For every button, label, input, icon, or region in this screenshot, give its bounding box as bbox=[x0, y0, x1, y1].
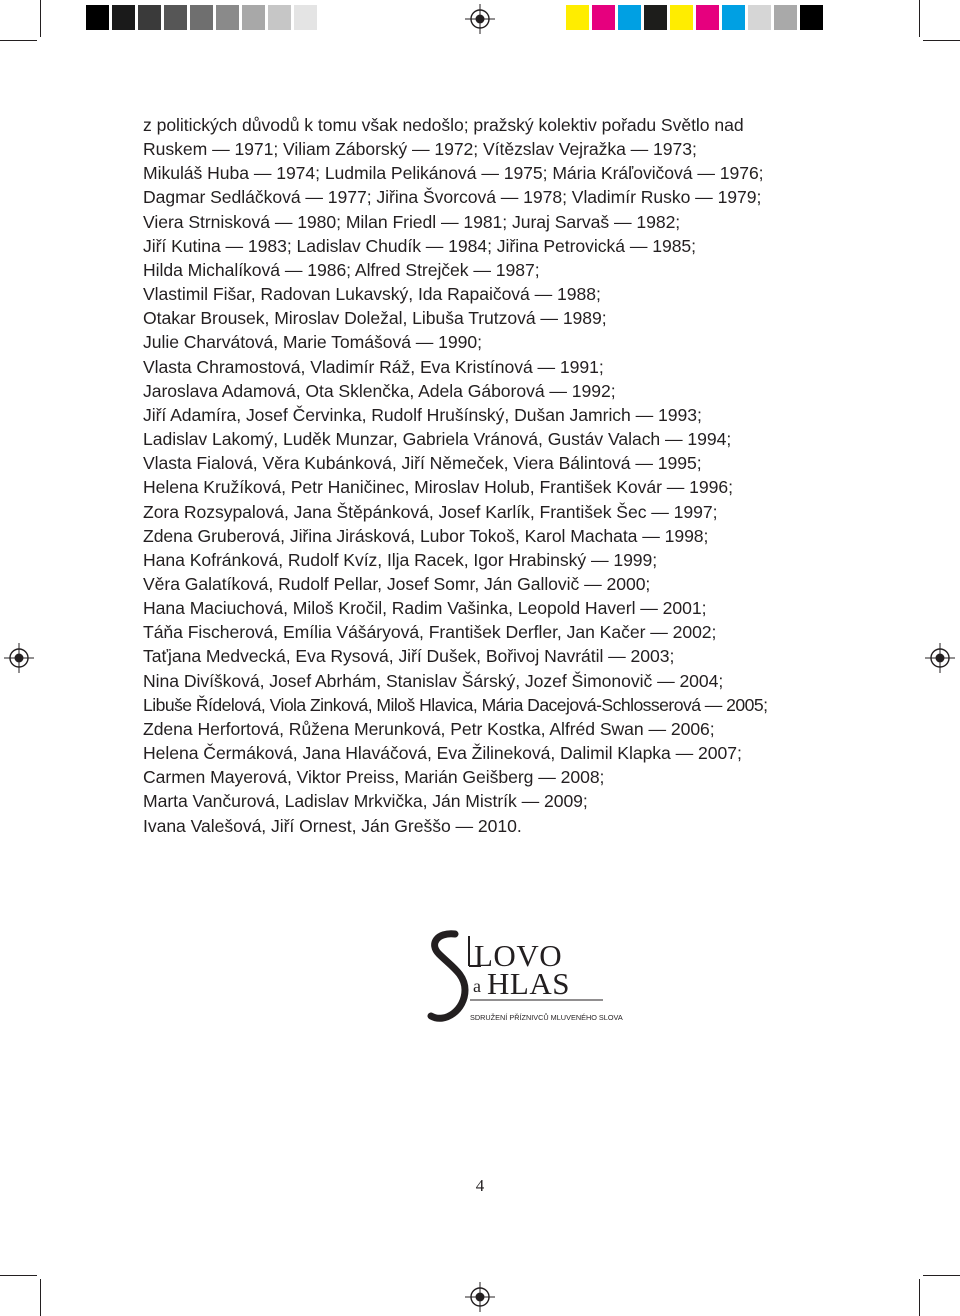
text-line: Zora Rozsypalová, Jana Štěpánková, Josef Karlík, František Šec — 1997; bbox=[143, 501, 718, 522]
color-swatch bbox=[592, 5, 615, 30]
text-line: Dagmar Sedláčková — 1977; Jiřina Švorcová — 1978; Vladimír Rusko — 1979; bbox=[143, 187, 762, 208]
text-line: Viera Strnisková — 1980; Milan Friedl — 1981; Juraj Sarvaš — 1982; bbox=[143, 211, 681, 232]
color-swatch bbox=[644, 5, 667, 30]
color-swatch bbox=[618, 5, 641, 30]
color-swatch bbox=[774, 5, 797, 30]
text-line: Ruskem — 1971; Viliam Záborský — 1972; Vítězslav Vejražka — 1973; bbox=[143, 139, 697, 160]
logo-s-swash bbox=[431, 934, 465, 1019]
slovo-a-hlas-logo bbox=[425, 928, 625, 1028]
text-line: Mikuláš Huba — 1974; Ludmila Pelikánová — 1975; Mária Kráľovičová — 1976; bbox=[143, 163, 764, 184]
text-line: Vlastimil Fišar, Radovan Lukavský, Ida Rapaičová — 1988; bbox=[143, 284, 601, 305]
color-swatch bbox=[268, 5, 291, 30]
crop-mark-top-left-h bbox=[0, 40, 37, 41]
text-line: Vlasta Fialová, Věra Kubánková, Jiří Němeček, Viera Bálintová — 1995; bbox=[143, 453, 702, 474]
text-line: Jiří Kutina — 1983; Ladislav Chudík — 1984; Jiřina Petrovická — 1985; bbox=[143, 235, 696, 256]
color-swatch bbox=[242, 5, 265, 30]
color-swatch bbox=[216, 5, 239, 30]
registration-mark-left-icon bbox=[4, 643, 34, 673]
color-swatch bbox=[112, 5, 135, 30]
text-line: Carmen Mayerová, Viktor Preiss, Marián Geišberg — 2008; bbox=[143, 767, 605, 788]
text-line: Táňa Fischerová, Emília Vášáryová, František Derfler, Jan Kačer — 2002; bbox=[143, 622, 717, 643]
color-swatch bbox=[566, 5, 589, 30]
color-swatch bbox=[190, 5, 213, 30]
crop-mark-bottom-left bbox=[40, 1279, 41, 1316]
text-line: Zdena Herfortová, Růžena Merunková, Petr Kostka, Alfréd Swan — 2006; bbox=[143, 718, 715, 739]
crop-mark-bottom-right-h bbox=[923, 1275, 960, 1276]
text-line: Ivana Valešová, Jiří Ornest, Ján Greššo — 2010. bbox=[143, 815, 522, 836]
color-swatch bbox=[800, 5, 823, 30]
logo-tagline: SDRUŽENÍ PŘÍZNIVCŮ MLUVENÉHO SLOVA bbox=[470, 1013, 623, 1022]
crop-mark-top-right bbox=[919, 0, 920, 37]
print-color-bar-grayscale bbox=[86, 5, 320, 30]
print-color-bar-cmyk bbox=[566, 5, 826, 30]
text-line: Zdena Gruberová, Jiřina Jirásková, Lubor Tokoš, Karol Machata — 1998; bbox=[143, 525, 709, 546]
crop-mark-bottom-right bbox=[919, 1279, 920, 1316]
registration-mark-top-icon bbox=[465, 4, 495, 34]
color-swatch bbox=[748, 5, 771, 30]
color-swatch bbox=[138, 5, 161, 30]
text-line: Otakar Brousek, Miroslav Doležal, Libuša Trutzová — 1989; bbox=[143, 308, 607, 329]
text-line: Jiří Adamíra, Josef Červinka, Rudolf Hrušínský, Dušan Jamrich — 1993; bbox=[143, 404, 702, 425]
text-line: Julie Charvátová, Marie Tomášová — 1990; bbox=[143, 332, 482, 353]
color-swatch bbox=[722, 5, 745, 30]
text-line: Ladislav Lakomý, Luděk Munzar, Gabriela Vránová, Gustáv Valach — 1994; bbox=[143, 429, 732, 450]
text-line: Helena Kružíková, Petr Haničinec, Miroslav Holub, František Kovár — 1996; bbox=[143, 477, 733, 498]
text-line: z politických důvodů k tomu však nedošlo; pražský kolektiv pořadu Světlo nad bbox=[143, 115, 744, 135]
text-line: Jaroslava Adamová, Ota Sklenčka, Adela Gáborová — 1992; bbox=[143, 380, 616, 401]
registration-mark-bottom-icon bbox=[465, 1282, 495, 1312]
text-line: Vlasta Chramostová, Vladimír Ráž, Eva Kristínová — 1991; bbox=[143, 356, 604, 377]
crop-mark-top-right-h bbox=[923, 40, 960, 41]
text-line: Taťjana Medvecká, Eva Rysová, Jiří Dušek, Bořivoj Navrátil — 2003; bbox=[143, 646, 675, 667]
color-swatch bbox=[670, 5, 693, 30]
color-swatch bbox=[294, 5, 317, 30]
color-swatch bbox=[86, 5, 109, 30]
text-line: Nina Divíšková, Josef Abrhám, Stanislav Šárský, Jozef Šimonovič — 2004; bbox=[143, 670, 724, 691]
logo-word-bottom: HLAS bbox=[487, 966, 570, 1001]
logo-word-top: LOVO bbox=[474, 938, 563, 973]
crop-mark-bottom-left-h bbox=[0, 1275, 37, 1276]
text-line: Věra Galatíková, Rudolf Pellar, Josef Somr, Ján Gallovič — 2000; bbox=[143, 573, 651, 594]
award-list-text bbox=[143, 113, 863, 838]
text-line: Helena Čermáková, Jana Hlaváčová, Eva Žilineková, Dalimil Klapka — 2007; bbox=[143, 743, 742, 764]
color-swatch bbox=[696, 5, 719, 30]
text-line: Libuše Řídelová, Viola Zinková, Miloš Hlavica, Mária Dacejová-Schlosserová — 2005; bbox=[143, 694, 768, 715]
color-swatch bbox=[164, 5, 187, 30]
crop-mark-top-left bbox=[40, 0, 41, 37]
page-number: 4 bbox=[475, 1176, 485, 1195]
text-line: Hilda Michalíková — 1986; Alfred Strejček — 1987; bbox=[143, 259, 540, 280]
text-line: Hana Maciuchová, Miloš Kročil, Radim Vašinka, Leopold Haverl — 2001; bbox=[143, 598, 707, 619]
text-line: Marta Vančurová, Ladislav Mrkvička, Ján Mistrík — 2009; bbox=[143, 791, 588, 812]
text-line: Hana Kofránková, Rudolf Kvíz, Ilja Racek, Igor Hrabinský — 1999; bbox=[143, 549, 658, 570]
logo-word-a: a bbox=[473, 976, 481, 996]
registration-mark-right-icon bbox=[925, 643, 955, 673]
